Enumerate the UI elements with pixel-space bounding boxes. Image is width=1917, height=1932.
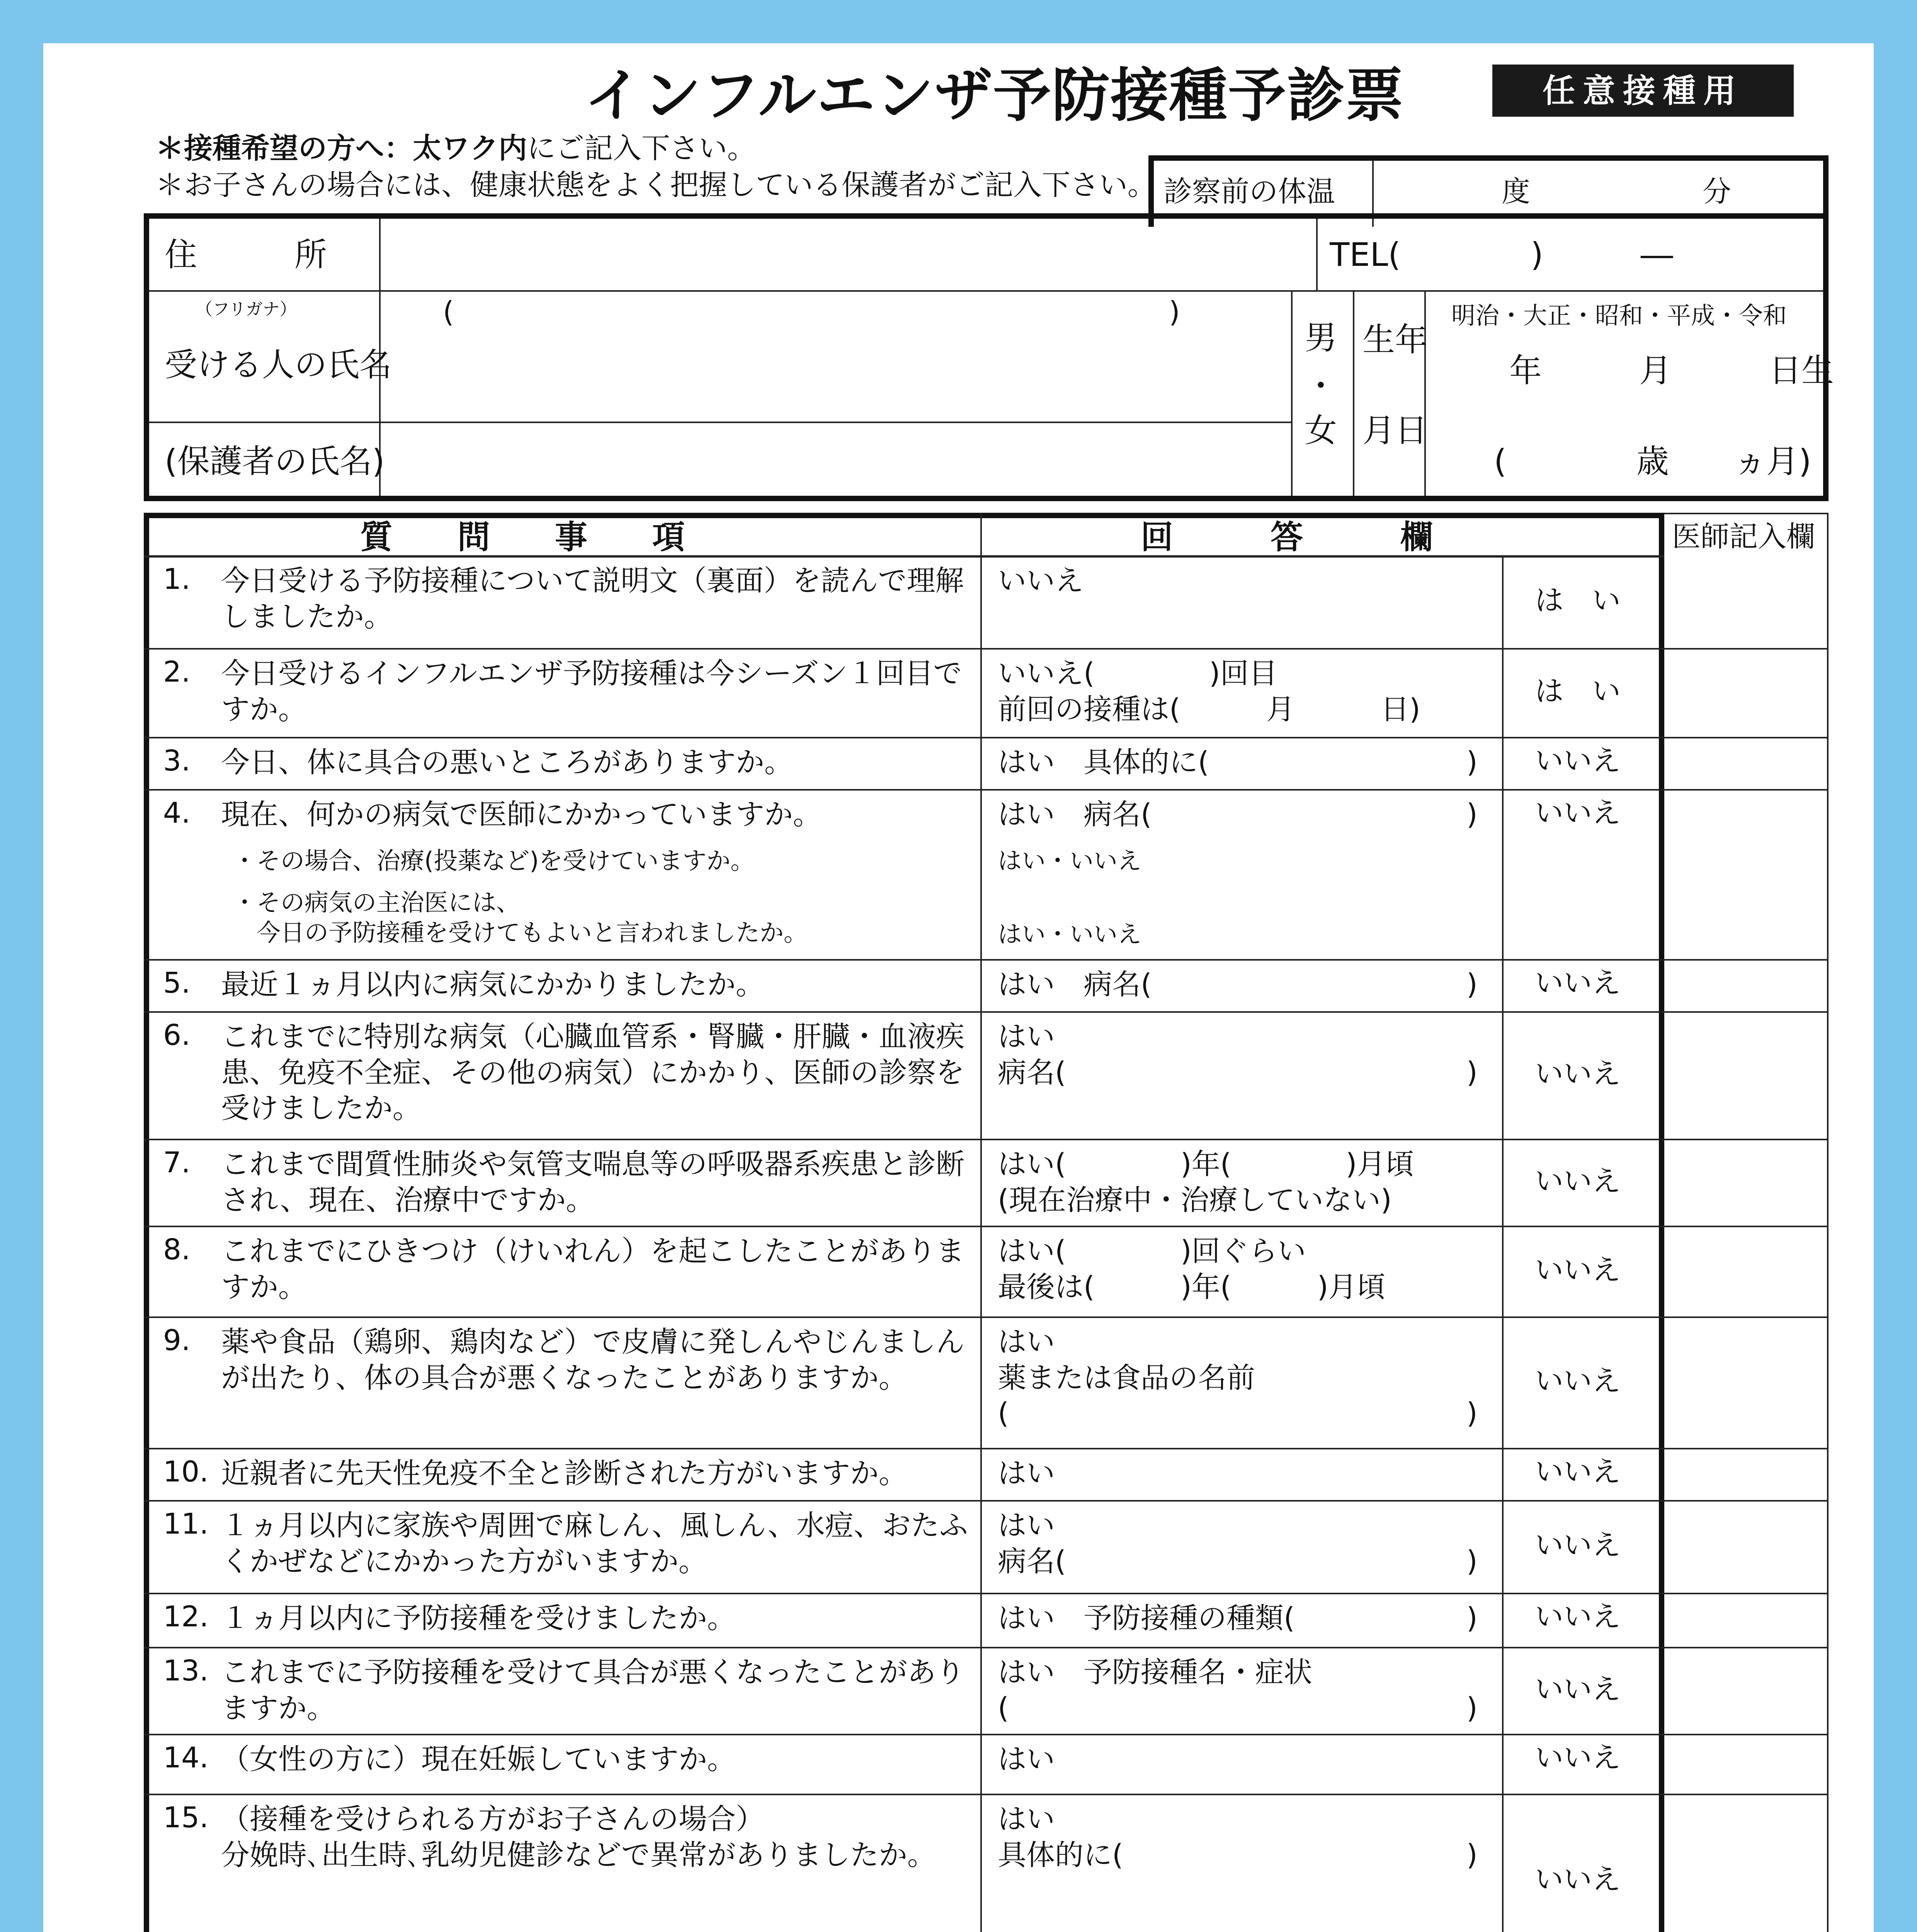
row-divider [144,1226,1829,1227]
question-table [144,513,1829,1932]
row-divider [144,789,1829,791]
question-text: これまでに予防接種を受けて具合が悪くなったことがありますか。 [221,1656,964,1725]
badge [1492,65,1794,117]
address-label: 住 所 [165,236,327,274]
row-divider [144,1794,1829,1795]
answer-option[interactable]: はい 病名( ) [998,968,1478,1001]
name-label: 受ける人の氏名 [165,346,392,384]
question-text: 今日、体に具合の悪いところがありますか。 [221,746,793,779]
row-divider [144,737,1829,738]
guardian-field[interactable] [381,423,1285,493]
header-doctor: 医師記入欄 [1672,520,1815,553]
answer-alternative[interactable]: いいえ [1535,1600,1621,1633]
birth-label-top: 生年 [1362,321,1428,359]
answer-alternative[interactable]: いいえ [1535,744,1621,777]
question-number: 7. [163,1146,191,1179]
temperature-minute[interactable]: 分 [1703,175,1731,208]
question-number: 2. [163,655,191,689]
row-divider [144,959,1829,961]
form-sheet [43,43,1874,1932]
answer-option[interactable]: はい( )回ぐらい 最後は( )年( )月頃 [998,1235,1386,1304]
answer-alternative[interactable]: は い [1535,675,1621,708]
tel-field[interactable]: TEL( ) ― [1330,236,1673,274]
doctor-column [1664,513,1829,1932]
question-number: 15. [163,1801,209,1834]
answer-option[interactable]: はい 病名( ) [998,1509,1478,1578]
row-divider [144,1734,1829,1735]
age-field[interactable]: ( 歳 ヵ月) [1494,442,1812,480]
answer-option[interactable]: はい 病名( ) [998,1020,1478,1089]
question-number: 13. [163,1654,209,1687]
question-number: 3. [163,744,191,777]
question-text: １ヵ月以内に家族や周囲で麻しん、風しん、水痘、おたふくかぜなどにかかった方がいますか。 [221,1509,968,1578]
furigana-field[interactable]: ( ) [443,296,1180,329]
answer-alternative[interactable]: いいえ [1535,1863,1621,1896]
temperature-degree[interactable]: 度 [1502,175,1530,208]
patient-info-box [144,213,1834,501]
row-divider [144,1139,1829,1140]
answer-alternative[interactable]: いいえ [1535,1455,1621,1488]
question-number: 4. [163,796,191,830]
answer-option[interactable]: いいえ [998,564,1084,597]
row-divider [144,1011,1829,1013]
row-divider [144,1448,1829,1449]
question-number: 12. [163,1600,209,1633]
answer-alternative[interactable]: いいえ [1535,796,1621,830]
question-text: 現在、何かの病気で医師にかかっていますか。 [221,798,822,831]
answer-option[interactable]: はい 薬または食品の名前 ( ) [998,1325,1478,1430]
question-number: 10. [163,1455,209,1488]
sex-separator: ・ [1305,367,1337,405]
form-title: インフルエンザ予防接種予診票 [584,62,1405,129]
answer-option[interactable]: はい 病名( ) [998,798,1478,831]
answer-option[interactable]: はい [998,1457,1055,1490]
header-question: 質 問 事 項 [360,518,685,556]
answer-alternative[interactable]: は い [1535,584,1621,617]
question-number: 8. [163,1233,191,1266]
answer-alternative[interactable]: いいえ [1535,1165,1621,1198]
sub-question: ・その病気の主治医には、 今日の予防接種を受けてもよいと言われましたか。 [233,888,808,947]
question-text: （接種を受けられる方がお子さんの場合） 分娩時､出生時､乳幼児健診などで異常がありましたか。 [221,1803,936,1872]
sub-answer[interactable]: はい・いいえ [998,920,1142,948]
answer-option[interactable]: はい [998,1743,1055,1776]
question-text: 今日受けるインフルエンザ予防接種は今シーズン１回目ですか。 [221,657,962,726]
question-number: 14. [163,1741,209,1774]
question-number: 6. [163,1019,191,1052]
question-number: 9. [163,1324,191,1357]
answer-alternative[interactable]: いいえ [1535,1741,1621,1774]
answer-alternative[interactable]: いいえ [1535,1057,1621,1090]
birth-date-field[interactable]: 年 月 日生 [1509,352,1834,389]
answer-option[interactable]: はい 予防接種の種類( ) [998,1602,1478,1635]
note-bold: ＊接種希望の方へ：太ワク内 [155,132,527,165]
question-number: 1. [163,563,191,596]
answer-option[interactable]: はい 具体的に( ) [998,1803,1478,1872]
row-divider [144,1593,1829,1594]
question-text: 今日受ける予防接種について説明文（裏面）を読んで理解しましたか。 [221,564,964,633]
row-divider [144,648,1829,650]
answer-alternative[interactable]: いいえ [1535,1253,1621,1287]
answer-option[interactable]: いいえ( )回目 前回の接種は( 月 日) [998,657,1420,726]
furigana-label: （フリガナ） [196,299,297,319]
question-text: 近親者に先天性免疫不全と診断された方がいますか。 [221,1457,907,1490]
row-divider [144,1647,1829,1648]
question-text: これまで間質性肺炎や気管支喘息等の呼吸器系疾患と診断され、現在、治療中ですか。 [221,1148,964,1217]
badge-label: 任意接種用 [1542,72,1744,110]
question-text: １ヵ月以内に予防接種を受けましたか。 [221,1602,736,1635]
answer-alternative[interactable]: いいえ [1535,1529,1621,1562]
note-rest: にご記入下さい。 [527,132,756,165]
birth-label-bottom: 月日 [1362,412,1428,449]
question-text: これまでに特別な病気（心臓血管系・腎臓・肝臓・血液疾患、免疫不全症、その他の病気）にかかり、医師の診察を受けましたか。 [221,1020,964,1125]
note-line-1 [155,132,756,165]
guardian-label: (保護者の氏名) [165,442,385,480]
sex-female[interactable]: 女 [1305,412,1337,449]
answer-alternative[interactable]: いいえ [1535,966,1621,1000]
sex-male[interactable]: 男 [1305,319,1337,357]
answer-option[interactable]: はい 予防接種名・症状 ( ) [998,1656,1478,1725]
question-text: （女性の方に）現在妊娠していますか。 [221,1743,736,1776]
sub-question: ・その場合、治療(投薬など)を受けていますか。 [233,847,755,875]
question-number: 5. [163,966,191,1000]
answer-alternative[interactable]: いいえ [1535,1673,1621,1706]
question-text: これまでにひきつけ（けいれん）を起こしたことがありますか。 [221,1235,964,1304]
header-answer: 回 答 欄 [1141,518,1433,556]
question-number: 11. [163,1507,209,1541]
row-divider [144,1500,1829,1502]
name-field[interactable] [381,335,1285,416]
address-field[interactable] [381,219,1312,288]
answer-alternative[interactable]: いいえ [1535,1364,1621,1398]
note-line-2: ＊お子さんの場合には、健康状態をよく把握している保護者がご記入下さい。 [155,168,1156,202]
row-divider [144,1316,1829,1318]
header-rule [144,555,1664,558]
question-text: 薬や食品（鶏卵、鶏肉など）で皮膚に発しんやじんましんが出たり、体の具合が悪くなったことがありますか。 [221,1325,964,1395]
question-text: 最近１ヵ月以内に病気にかかりましたか。 [221,968,764,1001]
sub-answer[interactable]: はい・いいえ [998,847,1142,875]
temperature-label: 診察前の体温 [1163,175,1335,208]
era-options[interactable]: 明治・大正・昭和・平成・令和 [1451,301,1787,330]
answer-option[interactable]: はい 具体的に( ) [998,746,1478,779]
answer-option[interactable]: はい( )年( )月頃 (現在治療中・治療していない) [998,1148,1414,1217]
